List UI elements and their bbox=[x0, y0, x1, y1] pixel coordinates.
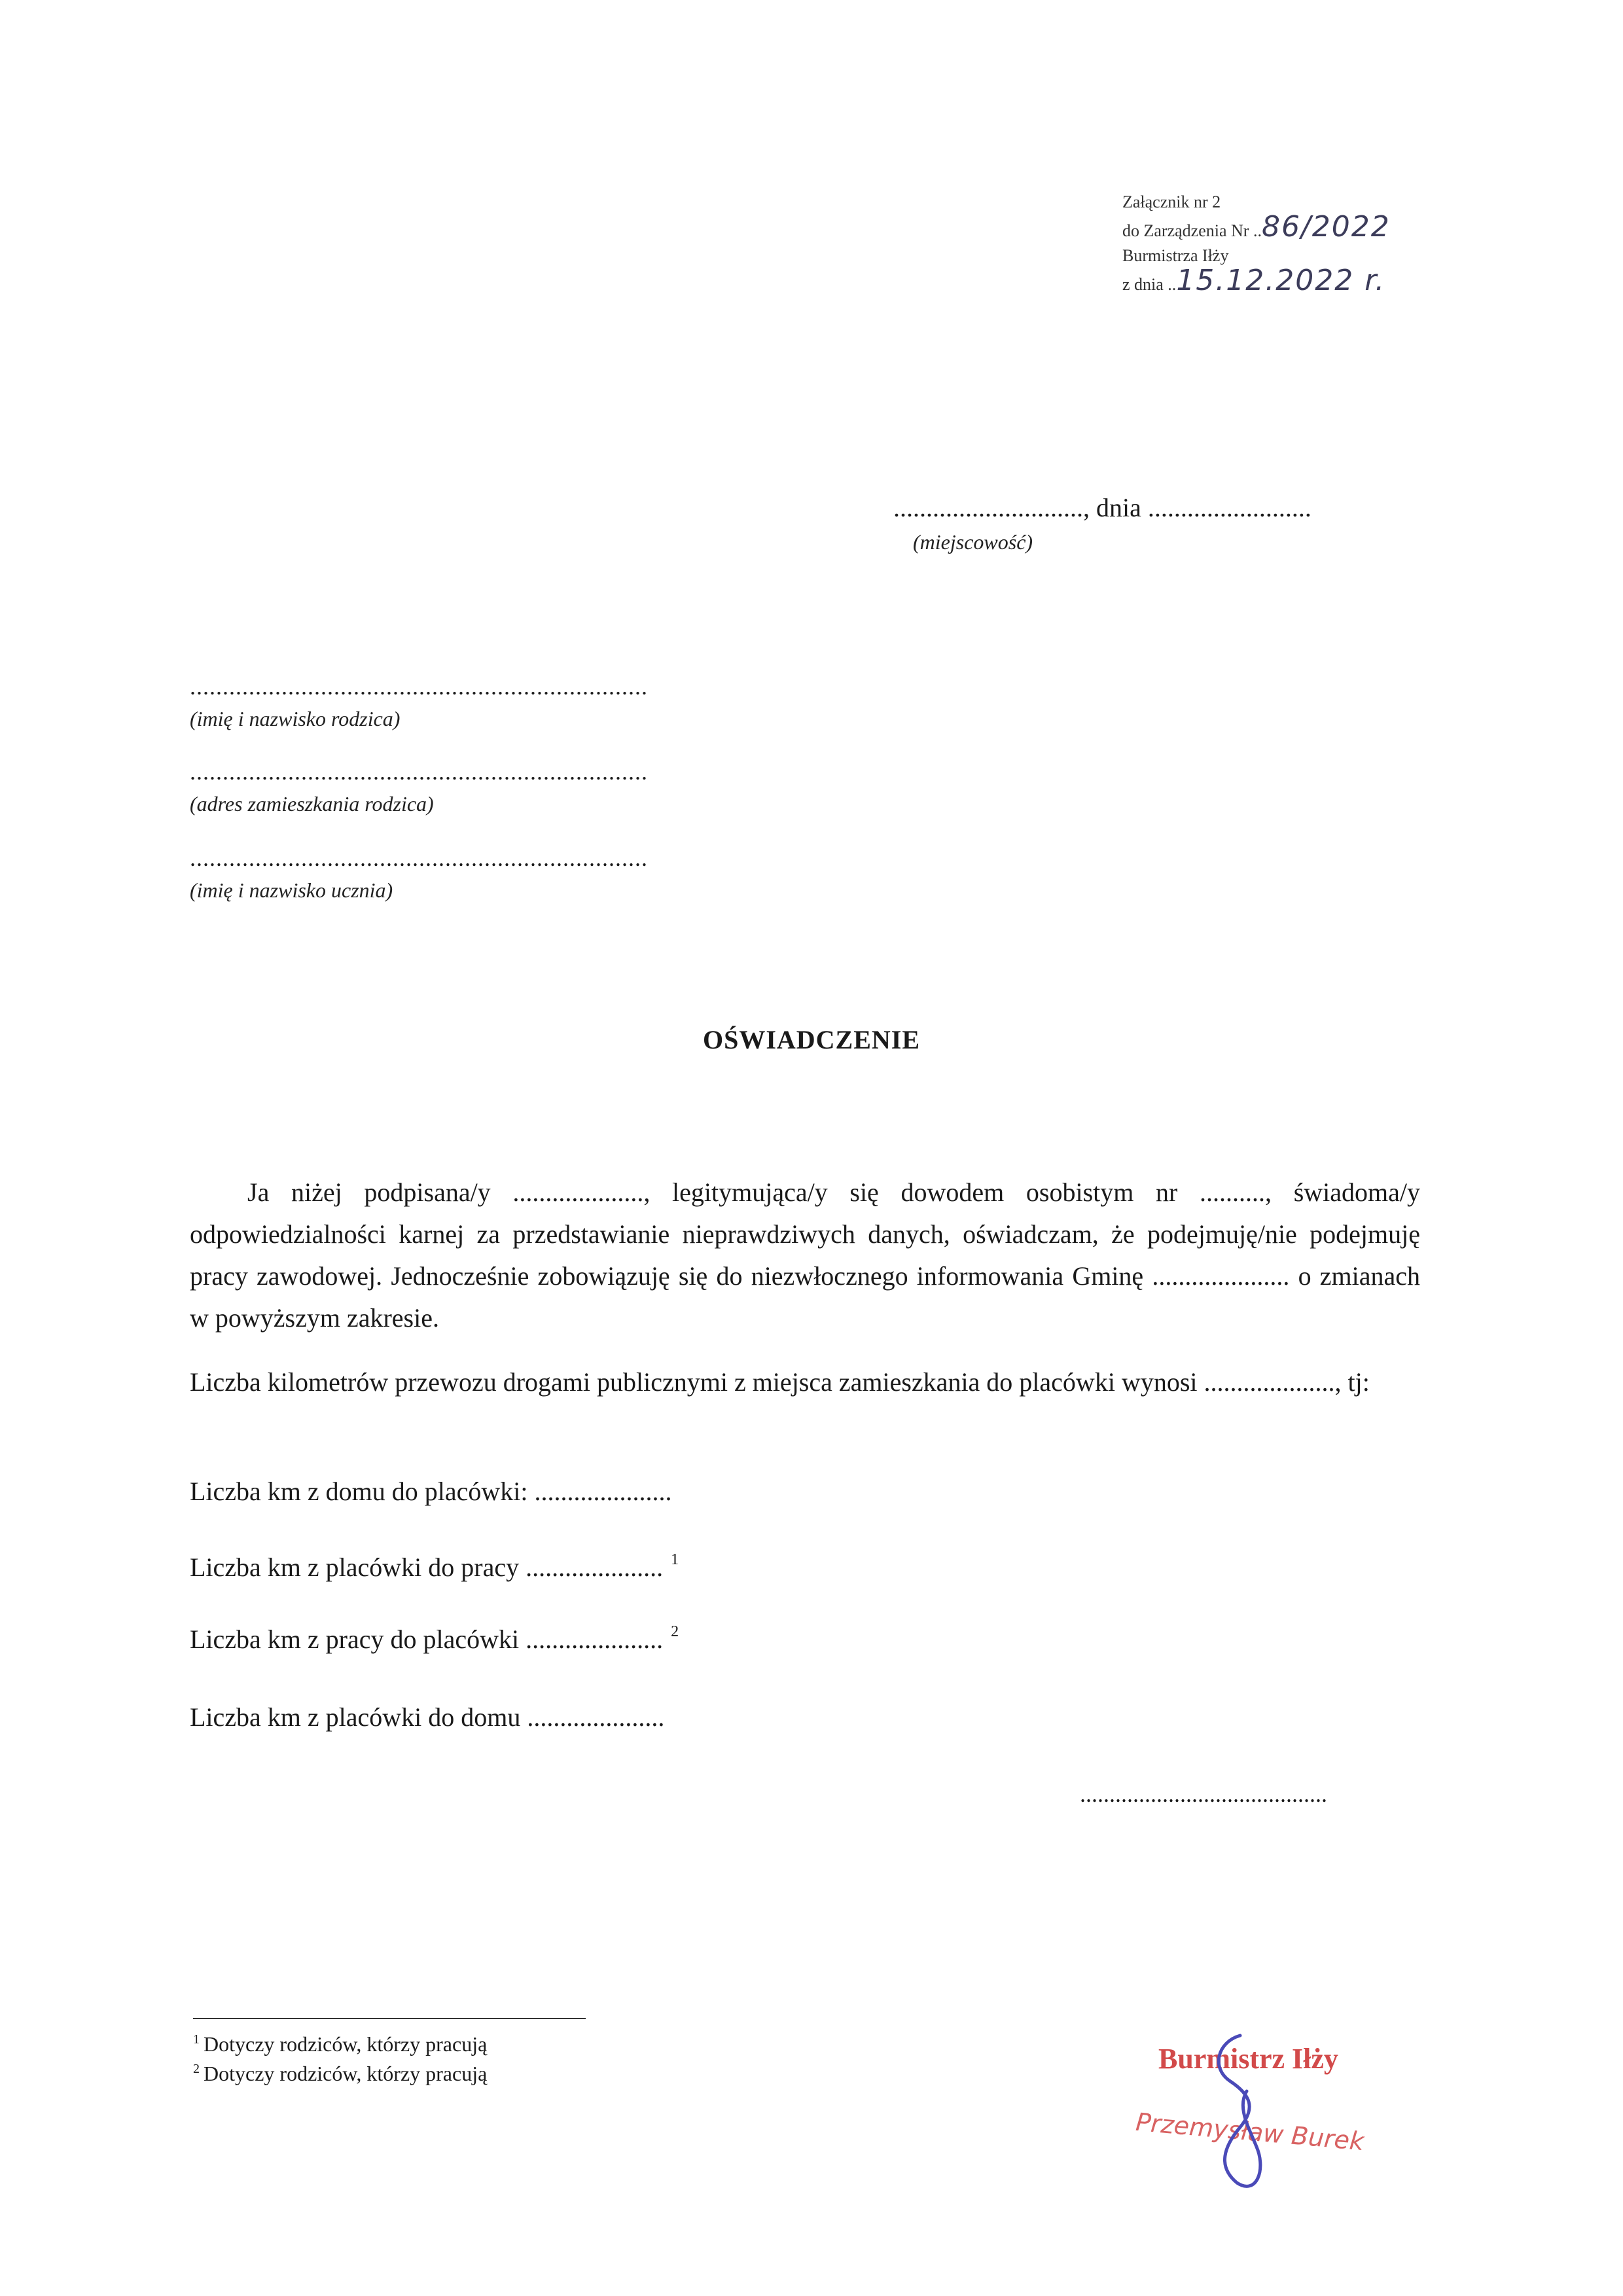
km-home-to-facility[interactable] bbox=[190, 1476, 672, 1507]
footnote-text: Dotyczy rodziców, którzy pracują bbox=[204, 2062, 488, 2085]
footnote-text: Dotyczy rodziców, którzy pracują bbox=[204, 2032, 488, 2056]
km-facility-to-work[interactable] bbox=[190, 1551, 679, 1583]
attachment-number: Załącznik nr 2 bbox=[1122, 192, 1221, 211]
ordinance-number-line bbox=[1122, 210, 1391, 243]
signature-field[interactable]: .......................................... bbox=[1080, 1781, 1327, 1807]
attachment-header bbox=[1122, 190, 1391, 297]
km-work-to-facility[interactable] bbox=[190, 1623, 679, 1655]
ordinance-prefix: do Zarządzenia Nr .. bbox=[1122, 221, 1262, 240]
km-line-text: Liczba km z pracy do placówki ..................... bbox=[190, 1624, 664, 1654]
date-prefix: z dnia .. bbox=[1122, 275, 1177, 294]
km-line-text: Liczba km z placówki do pracy ..................... bbox=[190, 1552, 664, 1582]
footnote-ref-2: 2 bbox=[671, 1623, 679, 1640]
distance-text: Liczba kilometrów przewozu drogami publicznymi z miejsca zamieszkania do placówki wynosi ...................., tj: bbox=[190, 1367, 1370, 1397]
parent-name-caption: (imię i nazwisko rodzica) bbox=[190, 707, 401, 730]
official-stamp-name: Przemysław Burek bbox=[1134, 2107, 1365, 2157]
issuer: Burmistrza Iłży bbox=[1122, 246, 1229, 265]
footnote-number: 2 bbox=[193, 2062, 200, 2076]
footnote-number: 1 bbox=[193, 2032, 200, 2047]
student-name-caption: (imię i nazwisko ucznia) bbox=[190, 878, 393, 902]
parent-name-field[interactable]: ...................................................................... bbox=[190, 673, 648, 700]
declaration-text: Ja niżej podpisana/y ...................., legitymująca/y się dowodem osobistym nr .........., świadoma/y odpowiedzialności karnej za przedstawianie nieprawdziwych danych, oświadczam, że podejmuję/nie podejmuję pracy zawodowej. Jednocześnie zobowiązuję się do niezwłocznego informowania Gminę ..................... o zmianach w powyższym zakresie. bbox=[190, 1177, 1420, 1333]
ordinance-date: 15.12.2022 r. bbox=[1176, 264, 1386, 297]
handwritten-signature-icon bbox=[1178, 2029, 1309, 2199]
place-caption: (miejscowość) bbox=[913, 530, 1033, 554]
declaration-paragraph bbox=[190, 1172, 1420, 1339]
ordinance-date-line bbox=[1122, 264, 1391, 297]
km-line-text: Liczba km z domu do placówki: ..................... bbox=[190, 1477, 672, 1506]
official-stamp-title: Burmistrz Iłży bbox=[1158, 2043, 1338, 2075]
parent-address-field[interactable]: ...................................................................... bbox=[190, 759, 648, 785]
footnote-divider bbox=[193, 2018, 586, 2019]
distance-paragraph bbox=[190, 1361, 1420, 1403]
footnote-2 bbox=[193, 2062, 487, 2086]
km-facility-to-home[interactable] bbox=[190, 1702, 664, 1732]
ordinance-number: 86/2022 bbox=[1261, 210, 1391, 243]
km-line-text: Liczba km z placówki do domu ..................... bbox=[190, 1702, 665, 1732]
footnote-1 bbox=[193, 2032, 487, 2056]
parent-address-caption: (adres zamieszkania rodzica) bbox=[190, 792, 434, 816]
footnote-ref-1: 1 bbox=[671, 1551, 679, 1568]
document-title: OŚWIADCZENIE bbox=[702, 1025, 921, 1054]
student-name-field[interactable]: ...................................................................... bbox=[190, 845, 648, 871]
place-date-field[interactable]: ............................., dnia ......................... bbox=[893, 493, 1311, 522]
